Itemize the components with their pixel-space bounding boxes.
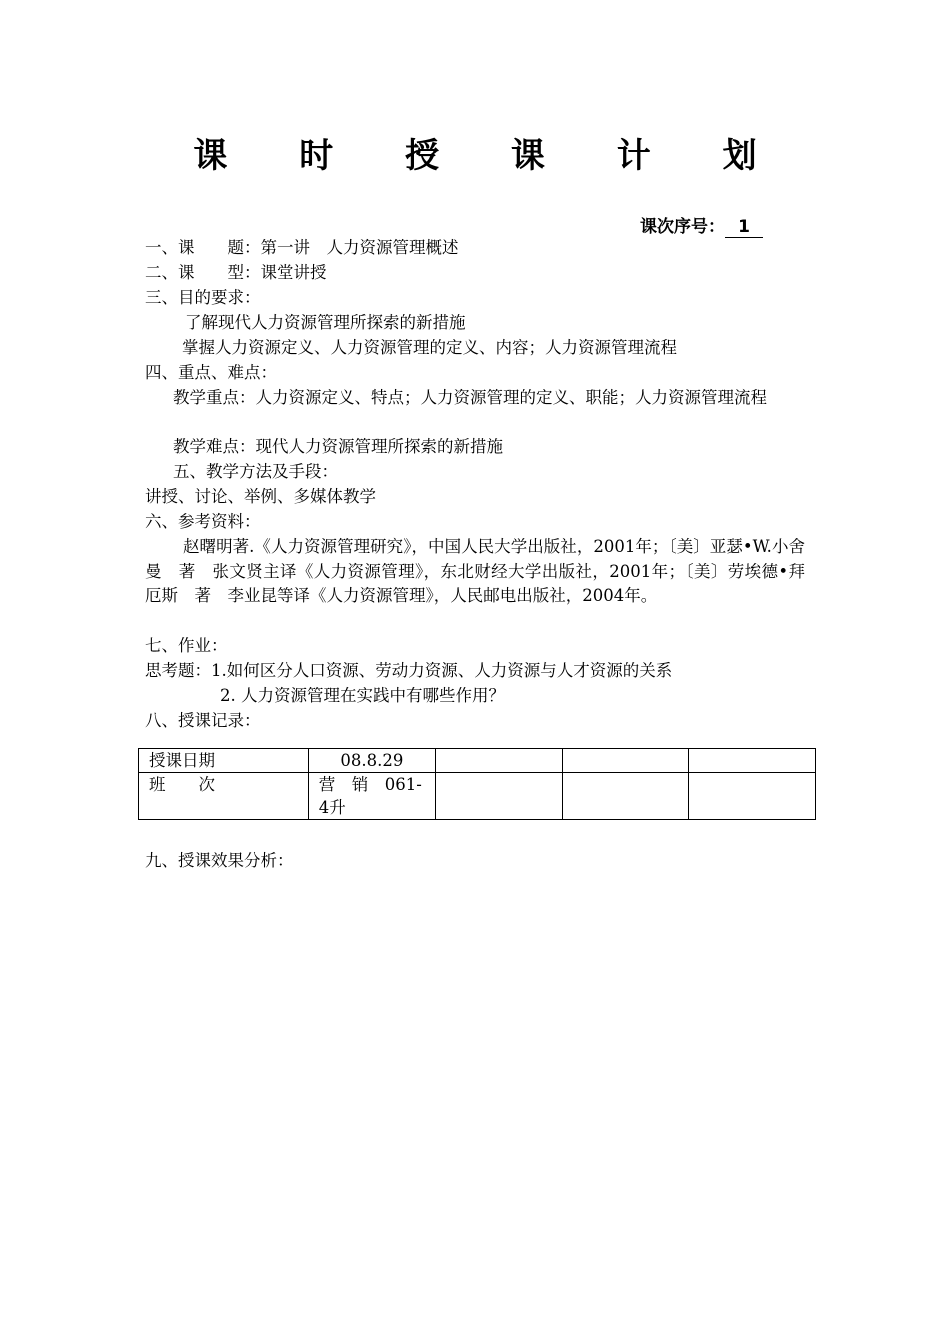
methods-text: 讲授、讨论、举例、多媒体教学	[145, 487, 376, 506]
key-point-text: 教学重点：人力资源定义、特点；人力资源管理的定义、职能；人力资源管理流程	[173, 388, 767, 407]
table-cell	[436, 749, 563, 773]
key-points-heading: 四、重点、难点：	[145, 363, 277, 382]
table-row	[139, 749, 816, 773]
table-cell: 授课日期	[139, 749, 309, 773]
references-text: 赵曙明著.《人力资源管理研究》，中国人民大学出版社，2001年；〔美〕亚瑟•W.小舍曼 著 张文贤主译《人力资源管理》，东北财经大学出版社，2001年；〔美〕劳埃德•拜厄斯 著 李业昆等译《人力资源管理》，人民邮电出版社，2004年。	[145, 537, 805, 605]
objective-item-2: 掌握人力资源定义、人力资源管理的定义、内容；人力资源管理流程	[182, 338, 677, 357]
table-cell: 08.8.29	[308, 749, 435, 773]
table-cell: 班 次	[139, 773, 309, 820]
table-cell	[436, 773, 563, 820]
methods-heading: 五、教学方法及手段：	[173, 462, 338, 481]
homework-heading: 七、作业：	[145, 636, 228, 655]
homework-question-1: 思考题：1.如何区分人口资源、劳动力资源、人力资源与人才资源的关系	[145, 661, 673, 680]
table-cell	[562, 773, 689, 820]
document-title: 课 时 授 课 计 划	[193, 136, 787, 176]
references-heading: 六、参考资料：	[145, 512, 261, 531]
objectives-heading: 三、目的要求：	[145, 288, 261, 307]
table-cell	[689, 773, 816, 820]
lesson-serial	[640, 212, 763, 238]
table-cell	[689, 749, 816, 773]
table-cell: 营 销 061-4升	[308, 773, 435, 820]
type-line: 二、课 型：课堂讲授	[145, 263, 327, 282]
topic-line: 一、课 题：第一讲 人力资源管理概述	[145, 238, 459, 257]
difficulty-text: 教学难点：现代人力资源管理所探索的新措施	[173, 437, 503, 456]
objective-item-1: 了解现代人力资源管理所探索的新措施	[185, 313, 466, 332]
serial-label: 课次序号：	[640, 217, 725, 237]
table-row	[139, 773, 816, 820]
table-cell	[562, 749, 689, 773]
teaching-record-table	[138, 748, 816, 820]
teaching-record-heading: 八、授课记录：	[145, 711, 261, 730]
effect-analysis-heading: 九、授课效果分析：	[145, 851, 294, 870]
homework-question-2: 2. 人力资源管理在实践中有哪些作用？	[220, 686, 505, 705]
serial-number: 1	[725, 217, 763, 238]
